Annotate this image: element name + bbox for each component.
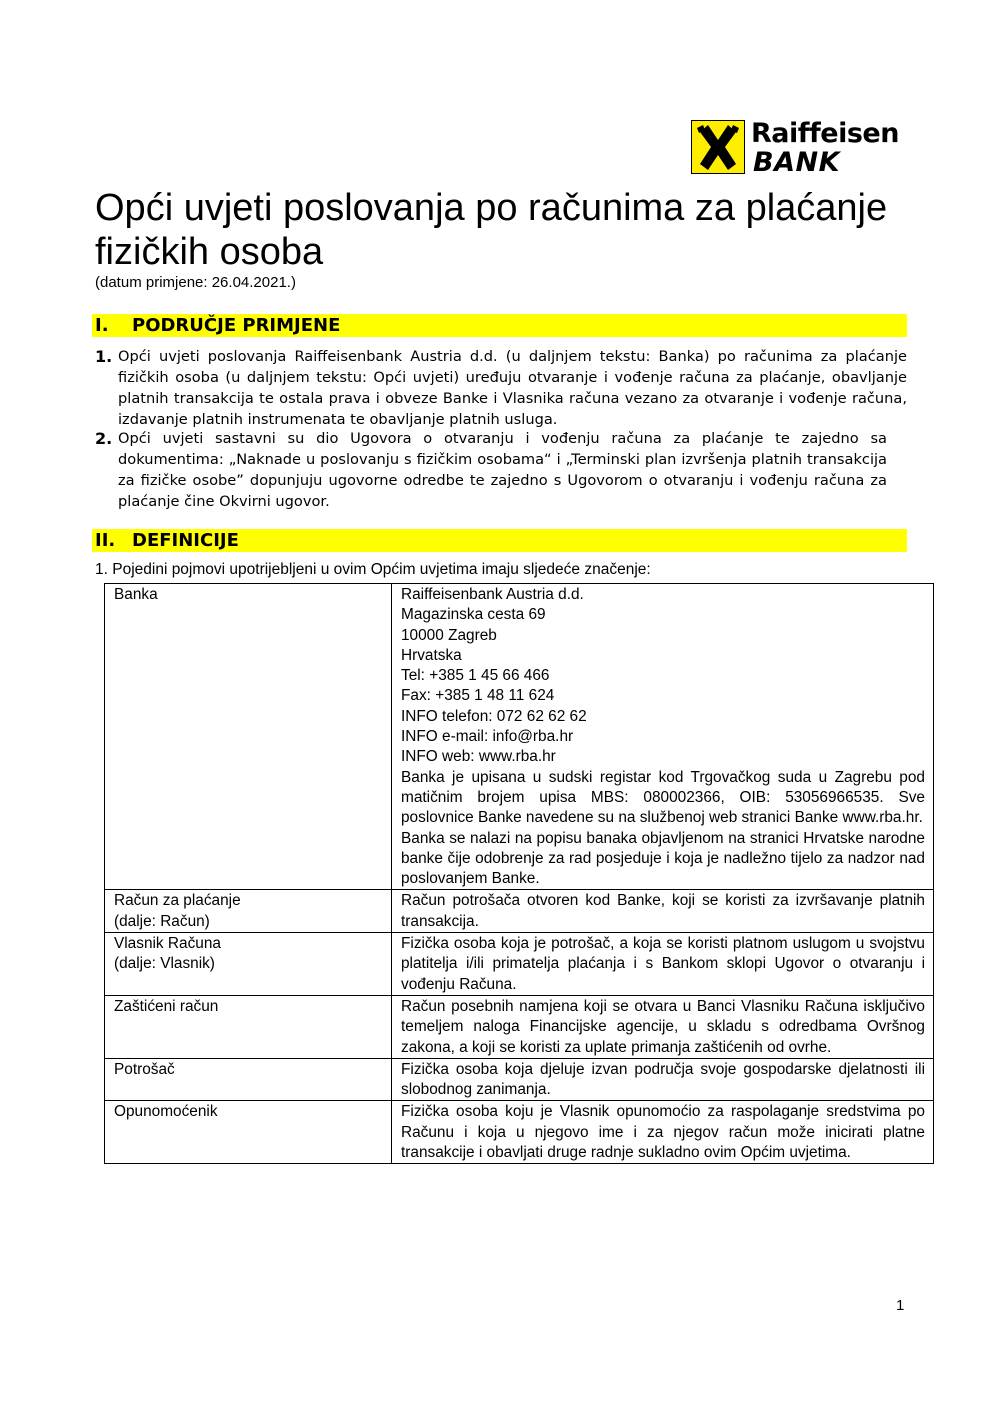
effective-date: (datum primjene: 26.04.2021.) <box>95 274 296 291</box>
fax-line: Fax: +385 1 48 11 624 <box>401 687 555 705</box>
logo-word-bank: BANK <box>753 147 840 178</box>
info-email-line: INFO e-mail: info@rba.hr <box>401 728 574 746</box>
section-title: DEFINICIJE <box>132 530 239 551</box>
address-line: Hrvatska <box>401 646 462 664</box>
clause-number: 1. <box>95 347 113 366</box>
definition-text: Račun potrošača otvoren kod Banke, koji se koristi za izvršavanje platnih transakcija. <box>401 892 925 930</box>
address-line: Raiffeisenbank Austria d.d. <box>401 586 584 603</box>
table-row <box>105 584 934 890</box>
definition-text: Fizička osoba koja djeluje izvan područja svoje gospodarske djelatnosti ili slobodnog zanimanja. <box>401 1060 925 1099</box>
term-label: Potrošač <box>114 1060 175 1078</box>
term-cell <box>105 1058 392 1101</box>
clause-item <box>95 346 907 430</box>
info-web-line: INFO web: www.rba.hr <box>401 748 556 766</box>
table-row <box>105 933 934 996</box>
clause-item <box>95 428 907 512</box>
term-label: Opunomoćenik <box>114 1103 218 1121</box>
definition-text: Banka se nalazi na popisu banaka objavljenom na stranici Hrvatske narodne banke čije odobrenje za rad posjeduje i koja je nadležno tijelo za nadzor nad poslovanjem Banke. <box>401 829 925 888</box>
logo-word-raiffeisen: Raiffeisen <box>751 118 899 149</box>
raiffeisen-gable-cross-icon <box>691 120 745 174</box>
address-line: Magazinska cesta 69 <box>401 606 546 624</box>
table-row <box>105 995 934 1058</box>
clause-text: Opći uvjeti poslovanja Raiffeisenbank Austria d.d. (u daljnjem tekstu: Banka) po računima za plaćanje fizičkih osoba (u daljnjem tekstu: Opći uvjeti) uređuju otvaranje i vođenje računa za plaćanje, obavljanje platnih transakcija te ostala prava i obveze Banke i Vlasnika računa vezano za otvaranje i vođenje računa, izdavanje platnih instrumenata te obavljanje platnih usluga. <box>118 348 907 428</box>
table-row <box>105 890 934 933</box>
raiffeisen-logo <box>691 120 906 178</box>
document-title: Opći uvjeti poslovanja po računima za plaćanje fizičkih osoba <box>95 187 888 273</box>
term-cell <box>105 584 392 890</box>
definition-text: Fizička osoba koju je Vlasnik opunomoćio za raspolaganje sredstvima po Računu i koja u njegovo ime i za njegov račun može inicirati platne transakcije i obavljati druge radnje sukladno ovim Općim uvjetima. <box>401 1103 925 1162</box>
table-row <box>105 1058 934 1101</box>
definition-text: Fizička osoba koja je potrošač, a koja se koristi platnom uslugom u svojstvu platitelja i/ili primatelja plaćanja i s Bankom sklopi Ugovor o otvaranju i vođenju Računa. <box>401 935 925 993</box>
section-heading-definitions <box>92 529 907 552</box>
section-number: I. <box>95 315 109 336</box>
section-number: II. <box>95 530 116 551</box>
term-cell <box>105 890 392 933</box>
term-cell <box>105 1101 392 1164</box>
term-label: Vlasnik Računa <box>114 935 221 953</box>
term-cell <box>105 995 392 1058</box>
definition-cell <box>392 1058 934 1101</box>
clause-text: Opći uvjeti sastavni su dio Ugovora o otvaranju i vođenju računa za plaćanje te zajedno sa dokumentima: „Naknade u poslovanju s fizičkim osobama“ i „Terminski plan izvršenja platnih transakcija za fizičke osobe” dopunjuju ugovorne odredbe te zajedno s Ugovorom o otvaranju i vođenju računa za plaćanje čine Okvirni ugovor. <box>118 430 887 510</box>
term-cell <box>105 933 392 996</box>
definitions-intro: 1. Pojedini pojmovi upotrijebljeni u ovim Općim uvjetima imaju sljedeće značenje: <box>95 561 651 578</box>
definition-cell <box>392 995 934 1058</box>
clause-number: 2. <box>95 429 113 448</box>
term-label: Račun za plaćanje <box>114 892 241 910</box>
definition-text: Račun posebnih namjena koji se otvara u Banci Vlasniku Računa isključivo temeljem naloga Financijske agencije, u skladu s odredbama Ovršnog zakona, a koji se koristi za uplate primanja zaštićenih od ovrhe. <box>401 997 925 1056</box>
definition-cell <box>392 1101 934 1164</box>
section-title: PODRUČJE PRIMJENE <box>132 315 341 336</box>
term-label: Banka <box>114 586 158 603</box>
page-number: 1 <box>896 1297 905 1314</box>
section-heading-scope <box>92 314 907 337</box>
definition-cell <box>392 584 934 890</box>
definition-text: Banka je upisana u sudski registar kod Trgovačkog suda u Zagrebu pod matičnim brojem upisa MBS: 080002366, OIB: 53056966535. Sve poslovnice Banke navedene su na službenoj web stranici Banke www.rba.hr. <box>401 768 925 827</box>
definition-cell <box>392 890 934 933</box>
address-line: 10000 Zagreb <box>401 626 497 644</box>
term-label: Zaštićeni račun <box>114 997 219 1015</box>
definitions-table <box>104 583 934 1164</box>
term-alias: (dalje: Vlasnik) <box>114 955 215 973</box>
term-alias: (dalje: Račun) <box>114 912 210 930</box>
info-phone-line: INFO telefon: 072 62 62 62 <box>401 707 587 725</box>
definition-cell <box>392 933 934 996</box>
phone-line: Tel: +385 1 45 66 466 <box>401 667 550 685</box>
table-row <box>105 1101 934 1164</box>
